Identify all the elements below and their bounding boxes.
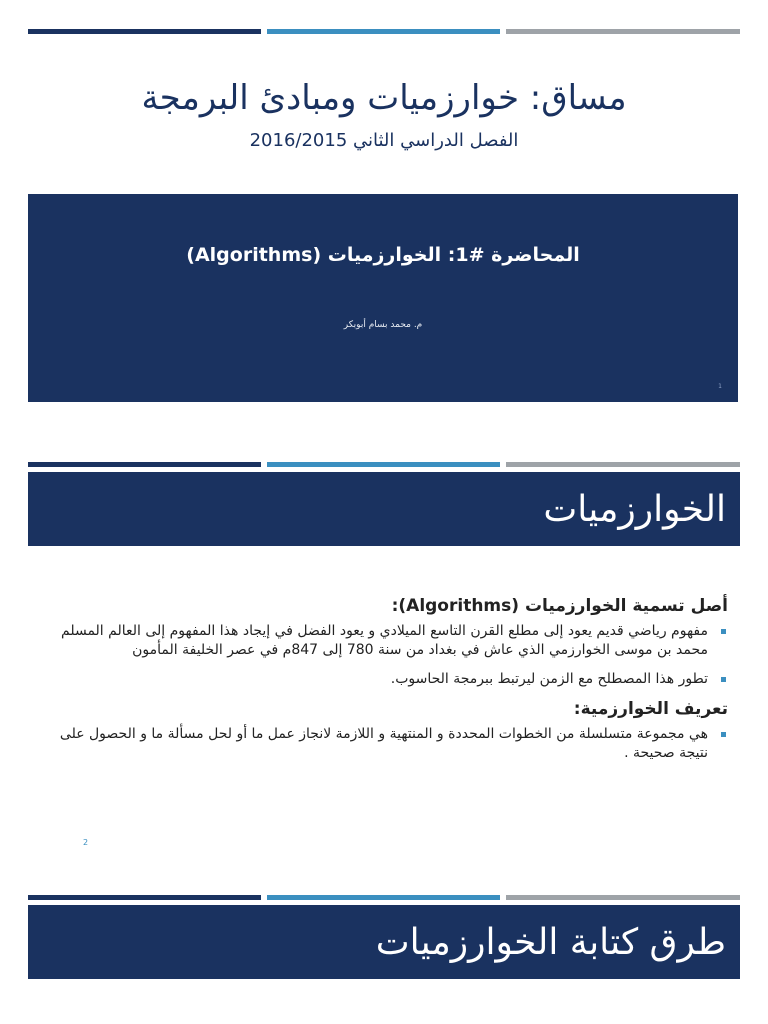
divider-navy	[28, 29, 261, 34]
bullet-square-icon	[721, 732, 726, 737]
slide3-divider-bars	[28, 895, 740, 900]
slide2-content	[40, 596, 728, 773]
section-heading-definition: تعريف الخوارزمية:	[573, 699, 728, 719]
divider-blue	[267, 895, 500, 900]
course-title: مساق: خوارزميات ومبادئ البرمجة	[141, 78, 627, 118]
slide2-header-bar	[28, 472, 740, 546]
bullet-item	[40, 622, 728, 660]
divider-blue	[267, 462, 500, 467]
lecture-title-box	[28, 194, 738, 402]
slide2-header-title: الخوارزميات	[543, 488, 726, 530]
divider-navy	[28, 895, 261, 900]
bullet-square-icon	[721, 677, 726, 682]
divider-navy	[28, 462, 261, 467]
slide2-divider-bars	[28, 462, 740, 467]
semester-subtitle: الفصل الدراسي الثاني 2016/2015	[249, 130, 519, 151]
slide3-header-title: طرق كتابة الخوارزميات	[375, 921, 726, 963]
section-heading-origin: أصل تسمية الخوارزميات (Algorithms):	[391, 596, 728, 616]
bullet-square-icon	[721, 629, 726, 634]
bullet-text: تطور هذا المصطلح مع الزمن ليرتبط ببرمجة الحاسوب.	[390, 671, 708, 687]
divider-gray	[506, 462, 740, 467]
lecture-title: المحاضرة #1: الخوارزميات (Algorithms)	[186, 244, 580, 266]
top-divider-bars	[28, 29, 740, 34]
bullet-item	[40, 670, 728, 689]
slide-number: 2	[83, 838, 89, 847]
lecture-author: م. محمد بسام أبوبكر	[343, 320, 423, 330]
slide-number: 1	[718, 383, 722, 390]
divider-blue	[267, 29, 500, 34]
bullet-text: هي مجموعة متسلسلة من الخطوات المحددة و المنتهية و اللازمة لانجاز عمل ما أو لحل مسألة ما و الحصول على نتيجة صحيحة .	[59, 726, 708, 761]
divider-gray	[506, 895, 740, 900]
bullet-text: مفهوم رياضي قديم يعود إلى مطلع القرن التاسع الميلادي و يعود الفضل في إيجاد هذا المفهوم إلى العالم المسلم محمد بن موسى الخوارزمي الذي عاش في بغداد من سنة 780 إلى 847م في عصر الخليفة المأمون	[61, 623, 708, 658]
slide3-header-bar	[28, 905, 740, 979]
bullet-item	[40, 725, 728, 763]
divider-gray	[506, 29, 740, 34]
